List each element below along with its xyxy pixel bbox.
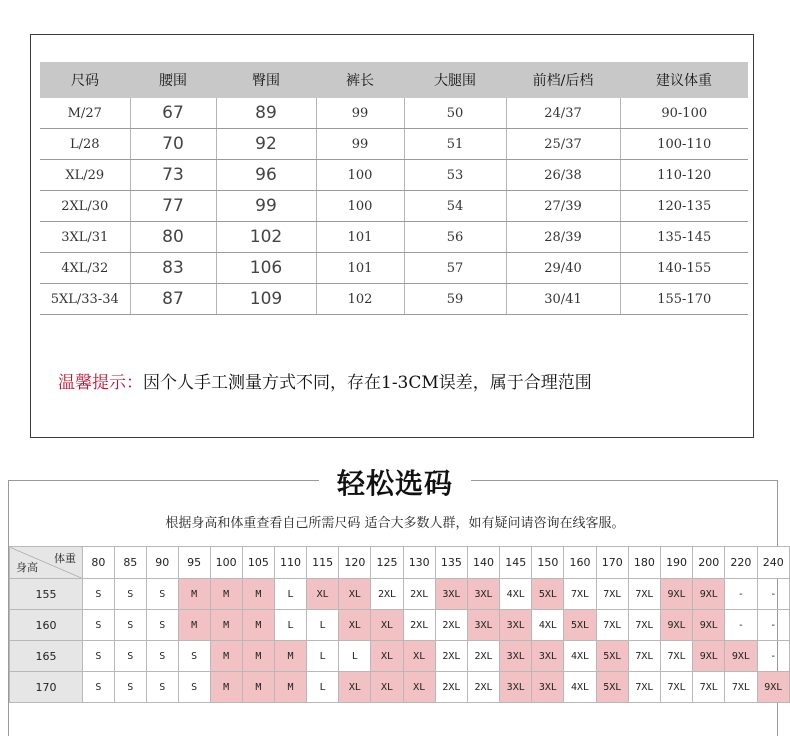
size-guide-title <box>0 462 790 502</box>
size-cell: 73 <box>130 160 216 191</box>
size-cell: 135-145 <box>620 222 748 253</box>
size-recommendation-cell: XL <box>403 672 435 703</box>
size-recommendation-cell: 7XL <box>660 641 692 672</box>
size-recommendation-cell: S <box>178 672 210 703</box>
size-recommendation-cell: L <box>339 641 371 672</box>
size-recommendation-cell: M <box>242 641 274 672</box>
size-row <box>40 222 748 253</box>
size-recommendation-cell: 7XL <box>628 672 660 703</box>
size-recommendation-cell: 2XL <box>435 641 467 672</box>
weight-header-cell: 105 <box>242 547 274 579</box>
size-cell: 100 <box>316 160 404 191</box>
size-recommendation-cell: - <box>757 610 790 641</box>
size-cell: 101 <box>316 253 404 284</box>
size-cell: 28/39 <box>506 222 620 253</box>
size-recommendation-cell: 9XL <box>693 641 725 672</box>
size-cell: 70 <box>130 129 216 160</box>
weight-header-cell: 125 <box>371 547 403 579</box>
tip-text: 因个人手工测量方式不同，存在1-3CM误差，属于合理范围 <box>143 373 592 393</box>
weight-header-cell: 220 <box>725 547 757 579</box>
size-recommendation-cell: 5XL <box>596 672 628 703</box>
size-recommendation-cell: 2XL <box>435 672 467 703</box>
size-cell: 54 <box>404 191 506 222</box>
size-recommendation-cell: 7XL <box>725 672 757 703</box>
size-recommendation-cell: 9XL <box>725 641 757 672</box>
height-row <box>10 579 790 610</box>
size-recommendation-cell: - <box>725 579 757 610</box>
size-cell: 56 <box>404 222 506 253</box>
size-recommendation-cell: S <box>82 610 114 641</box>
size-cell: M/27 <box>40 98 130 129</box>
size-cell: 155-170 <box>620 284 748 315</box>
size-recommendation-cell: 3XL <box>500 610 532 641</box>
size-recommendation-cell: 5XL <box>564 610 596 641</box>
height-cell: 160 <box>10 610 83 641</box>
size-recommendation-cell: 7XL <box>693 672 725 703</box>
size-recommendation-cell: 4XL <box>532 610 564 641</box>
size-cell: 50 <box>404 98 506 129</box>
size-cell: 29/40 <box>506 253 620 284</box>
size-cell: 109 <box>216 284 316 315</box>
weight-header-cell: 145 <box>500 547 532 579</box>
size-cell: 140-155 <box>620 253 748 284</box>
weight-header-cell: 90 <box>146 547 178 579</box>
size-recommendation-cell: M <box>210 579 242 610</box>
size-recommendation-cell: 2XL <box>467 641 499 672</box>
header-hip: 臀围 <box>216 62 316 98</box>
header-length: 裤长 <box>316 62 404 98</box>
height-row <box>10 610 790 641</box>
header-size: 尺码 <box>40 62 130 98</box>
size-recommendation-cell: XL <box>307 579 339 610</box>
size-recommendation-cell: 7XL <box>628 641 660 672</box>
size-recommendation-cell: - <box>757 579 790 610</box>
weight-header-cell: 100 <box>210 547 242 579</box>
size-recommendation-cell: 7XL <box>564 579 596 610</box>
weight-header-cell: 130 <box>403 547 435 579</box>
measurement-tip <box>58 368 592 393</box>
header-waist: 腰围 <box>130 62 216 98</box>
size-recommendation-cell: 7XL <box>596 579 628 610</box>
size-recommendation-cell: M <box>210 641 242 672</box>
size-recommendation-cell: XL <box>371 641 403 672</box>
size-recommendation-cell: 9XL <box>660 610 692 641</box>
size-row <box>40 191 748 222</box>
size-recommendation-cell: 3XL <box>500 641 532 672</box>
size-cell: 99 <box>216 191 316 222</box>
size-recommendation-cell: 9XL <box>660 579 692 610</box>
size-recommendation-cell: 4XL <box>564 672 596 703</box>
size-recommendation-cell: M <box>178 610 210 641</box>
header-weight: 建议体重 <box>620 62 748 98</box>
size-recommendation-cell: - <box>757 641 790 672</box>
size-recommendation-cell: 5XL <box>596 641 628 672</box>
size-recommendation-cell: M <box>210 610 242 641</box>
size-recommendation-cell: M <box>242 610 274 641</box>
size-cell: 102 <box>316 284 404 315</box>
size-row <box>40 98 748 129</box>
weight-header-cell: 150 <box>532 547 564 579</box>
size-recommendation-cell: S <box>178 641 210 672</box>
size-cell: 25/37 <box>506 129 620 160</box>
size-recommendation-cell: M <box>242 672 274 703</box>
height-cell: 170 <box>10 672 83 703</box>
height-row <box>10 672 790 703</box>
size-cell: 102 <box>216 222 316 253</box>
size-row <box>40 253 748 284</box>
size-cell: 99 <box>316 129 404 160</box>
size-recommendation-cell: S <box>146 610 178 641</box>
size-recommendation-cell: L <box>307 610 339 641</box>
height-cell: 155 <box>10 579 83 610</box>
size-recommendation-cell: L <box>274 579 306 610</box>
size-cell: 120-135 <box>620 191 748 222</box>
weight-header-cell: 180 <box>628 547 660 579</box>
size-recommendation-cell: S <box>146 672 178 703</box>
size-cell: 96 <box>216 160 316 191</box>
size-recommendation-cell: M <box>274 672 306 703</box>
size-recommendation-cell: S <box>114 610 146 641</box>
size-recommendation-cell: 5XL <box>532 579 564 610</box>
height-weight-grid <box>9 546 790 703</box>
size-table <box>40 62 748 315</box>
size-recommendation-cell: XL <box>371 610 403 641</box>
size-cell: 90-100 <box>620 98 748 129</box>
weight-header-cell: 115 <box>307 547 339 579</box>
size-cell: 100 <box>316 191 404 222</box>
size-cell: 57 <box>404 253 506 284</box>
weight-header-row <box>10 547 790 579</box>
size-cell: 87 <box>130 284 216 315</box>
size-cell: 24/37 <box>506 98 620 129</box>
size-recommendation-cell: M <box>274 641 306 672</box>
size-recommendation-cell: XL <box>339 579 371 610</box>
height-cell: 165 <box>10 641 83 672</box>
weight-header-cell: 95 <box>178 547 210 579</box>
height-row <box>10 641 790 672</box>
size-recommendation-cell: 2XL <box>403 579 435 610</box>
grid-corner <box>10 547 83 579</box>
size-recommendation-cell: 3XL <box>500 672 532 703</box>
size-cell: 83 <box>130 253 216 284</box>
weight-header-cell: 140 <box>467 547 499 579</box>
size-recommendation-cell: 3XL <box>435 579 467 610</box>
size-cell: 99 <box>316 98 404 129</box>
size-cell: 92 <box>216 129 316 160</box>
size-recommendation-cell: 3XL <box>467 610 499 641</box>
size-recommendation-cell: M <box>178 579 210 610</box>
size-row <box>40 129 748 160</box>
size-guide-subtitle: 根据身高和体重查看自己所需尺码 适合大多数人群，如有疑问请咨询在线客服。 <box>165 516 625 531</box>
size-cell: 77 <box>130 191 216 222</box>
size-recommendation-cell: 3XL <box>532 672 564 703</box>
weight-header-cell: 240 <box>757 547 790 579</box>
size-recommendation-cell: M <box>210 672 242 703</box>
size-recommendation-cell: S <box>114 672 146 703</box>
size-recommendation-cell: 7XL <box>628 579 660 610</box>
size-recommendation-cell: S <box>82 672 114 703</box>
size-recommendation-cell: 3XL <box>532 641 564 672</box>
weight-header-cell: 135 <box>435 547 467 579</box>
size-recommendation-cell: XL <box>371 672 403 703</box>
size-recommendation-cell: S <box>114 579 146 610</box>
size-recommendation-cell: 9XL <box>693 579 725 610</box>
size-cell: L/28 <box>40 129 130 160</box>
size-recommendation-cell: S <box>82 641 114 672</box>
size-recommendation-cell: M <box>242 579 274 610</box>
size-recommendation-cell: 7XL <box>596 610 628 641</box>
header-thigh: 大腿围 <box>404 62 506 98</box>
weight-header-cell: 120 <box>339 547 371 579</box>
weight-header-cell: 160 <box>564 547 596 579</box>
size-cell: 3XL/31 <box>40 222 130 253</box>
size-recommendation-cell: S <box>114 641 146 672</box>
size-recommendation-cell: 9XL <box>757 672 790 703</box>
size-recommendation-cell: 4XL <box>564 641 596 672</box>
size-cell: 67 <box>130 98 216 129</box>
size-recommendation-cell: L <box>307 641 339 672</box>
weight-header-cell: 170 <box>596 547 628 579</box>
size-recommendation-cell: 2XL <box>403 610 435 641</box>
size-cell: 26/38 <box>506 160 620 191</box>
size-cell: 27/39 <box>506 191 620 222</box>
size-recommendation-cell: 7XL <box>628 610 660 641</box>
weight-header-cell: 110 <box>274 547 306 579</box>
size-recommendation-cell: 7XL <box>660 672 692 703</box>
size-cell: 59 <box>404 284 506 315</box>
size-recommendation-cell: - <box>725 610 757 641</box>
size-cell: 101 <box>316 222 404 253</box>
size-recommendation-cell: L <box>274 610 306 641</box>
size-cell: 100-110 <box>620 129 748 160</box>
size-cell: XL/29 <box>40 160 130 191</box>
weight-header-cell: 80 <box>82 547 114 579</box>
weight-header-cell: 200 <box>693 547 725 579</box>
size-recommendation-cell: 3XL <box>467 579 499 610</box>
tip-label: 温馨提示： <box>58 373 143 393</box>
size-row <box>40 284 748 315</box>
header-rise: 前档/后档 <box>506 62 620 98</box>
size-recommendation-cell: 4XL <box>500 579 532 610</box>
size-recommendation-cell: L <box>307 672 339 703</box>
size-cell: 110-120 <box>620 160 748 191</box>
corner-height-label: 身高 <box>16 561 38 574</box>
size-recommendation-cell: S <box>146 579 178 610</box>
size-cell: 30/41 <box>506 284 620 315</box>
weight-header-cell: 85 <box>114 547 146 579</box>
size-cell: 106 <box>216 253 316 284</box>
size-recommendation-cell: XL <box>339 610 371 641</box>
size-cell: 2XL/30 <box>40 191 130 222</box>
size-cell: 53 <box>404 160 506 191</box>
size-recommendation-cell: S <box>82 579 114 610</box>
corner-weight-label: 体重 <box>53 552 76 565</box>
size-recommendation-cell: XL <box>403 641 435 672</box>
size-recommendation-cell: 2XL <box>467 672 499 703</box>
size-cell: 51 <box>404 129 506 160</box>
size-cell: 4XL/32 <box>40 253 130 284</box>
size-recommendation-cell: 2XL <box>435 610 467 641</box>
weight-header-cell: 190 <box>660 547 692 579</box>
size-cell: 5XL/33-34 <box>40 284 130 315</box>
size-recommendation-cell: XL <box>339 672 371 703</box>
size-cell: 89 <box>216 98 316 129</box>
size-row <box>40 160 748 191</box>
size-recommendation-cell: 2XL <box>371 579 403 610</box>
size-recommendation-cell: 9XL <box>693 610 725 641</box>
size-recommendation-cell: S <box>146 641 178 672</box>
size-table-header <box>40 62 748 98</box>
size-cell: 80 <box>130 222 216 253</box>
size-guide-title-text: 轻松选码 <box>319 467 471 500</box>
